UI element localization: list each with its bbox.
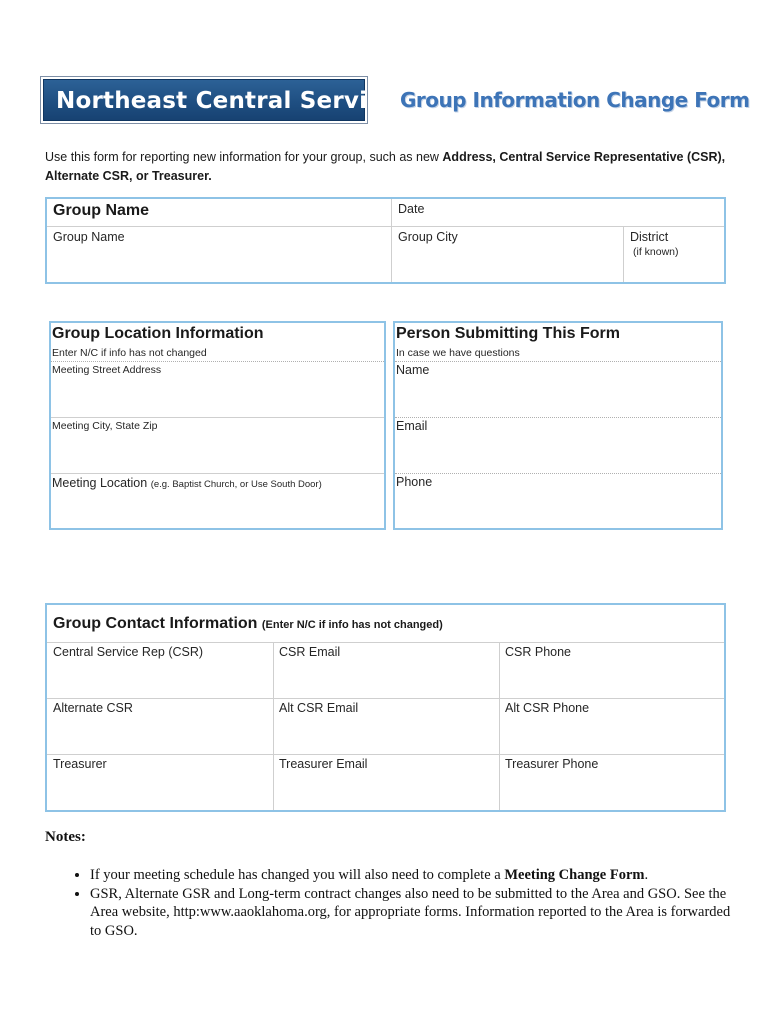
meeting-location-hint: (e.g. Baptist Church, or Use South Door) — [150, 479, 322, 490]
district-field[interactable]: District — [630, 230, 669, 244]
notes-list — [48, 866, 738, 940]
date-field[interactable]: Date — [398, 202, 425, 216]
note-item-1-text: If your meeting schedule has changed you will also need to complete a — [90, 867, 505, 883]
group-name-section — [45, 197, 726, 284]
intro-bold: Address, Central Service Representative (CSR), Alternate CSR, or Treasurer. — [45, 150, 726, 183]
note-item — [90, 885, 738, 941]
submitter-note: In case we have questions — [396, 347, 520, 359]
treasurer-name-field[interactable]: Treasurer — [53, 757, 107, 771]
treasurer-phone-field[interactable]: Treasurer Phone — [505, 757, 599, 771]
intro-plain: Use this form for reporting new information for your group, such as new — [45, 150, 443, 164]
logo-text: Northeast Central Service — [43, 79, 365, 121]
submitter-email-field[interactable]: Email — [396, 419, 428, 433]
group-location-title: Group Location Information — [52, 325, 264, 342]
meeting-city-field[interactable]: Meeting City, State Zip — [52, 420, 158, 432]
group-contact-note: (Enter N/C if info has not changed) — [261, 619, 443, 631]
alt-csr-email-field[interactable]: Alt CSR Email — [279, 701, 359, 715]
form-title: Group Information Change Form — [400, 88, 750, 112]
alt-csr-name-field[interactable]: Alternate CSR — [53, 701, 133, 715]
csr-phone-field[interactable]: CSR Phone — [505, 645, 572, 659]
group-contact-section — [45, 603, 726, 812]
treasurer-email-field[interactable]: Treasurer Email — [279, 757, 368, 771]
group-city-field[interactable]: Group City — [398, 230, 458, 244]
group-contact-title-text: Group Contact Information — [53, 615, 258, 632]
submitter-phone-field[interactable]: Phone — [396, 475, 433, 489]
csr-email-field[interactable]: CSR Email — [279, 645, 341, 659]
submitter-title: Person Submitting This Form — [396, 325, 621, 342]
note-item-2-text: GSR, Alternate GSR and Long-term contract changes also need to be submitted to the Area and GSO. See the Area website, http:www.aaoklahoma.org, for appropriate forms. Information reported to the Area is forwarded to GSO. — [90, 885, 731, 939]
meeting-location-label: Meeting Location — [52, 476, 148, 490]
group-name-title: Group Name — [53, 202, 150, 219]
organization-logo — [40, 76, 397, 124]
notes-title: Notes: — [45, 829, 86, 845]
alt-csr-phone-field[interactable]: Alt CSR Phone — [505, 701, 590, 715]
group-name-field[interactable]: Group Name — [53, 230, 125, 244]
meeting-change-form-ref: Meeting Change Form — [504, 867, 645, 883]
meeting-location-field[interactable] — [52, 476, 322, 490]
location-note: Enter N/C if info has not changed — [52, 347, 207, 359]
submitter-section — [393, 321, 723, 530]
meeting-street-field[interactable]: Meeting Street Address — [52, 364, 162, 376]
submitter-name-field[interactable]: Name — [396, 363, 430, 377]
csr-name-field[interactable]: Central Service Rep (CSR) — [53, 645, 204, 659]
group-contact-title — [53, 615, 443, 633]
district-note: (if known) — [633, 246, 679, 258]
note-item — [90, 866, 738, 885]
group-location-section — [49, 321, 386, 530]
note-item-1-end: . — [644, 867, 649, 883]
intro-text — [45, 148, 735, 186]
